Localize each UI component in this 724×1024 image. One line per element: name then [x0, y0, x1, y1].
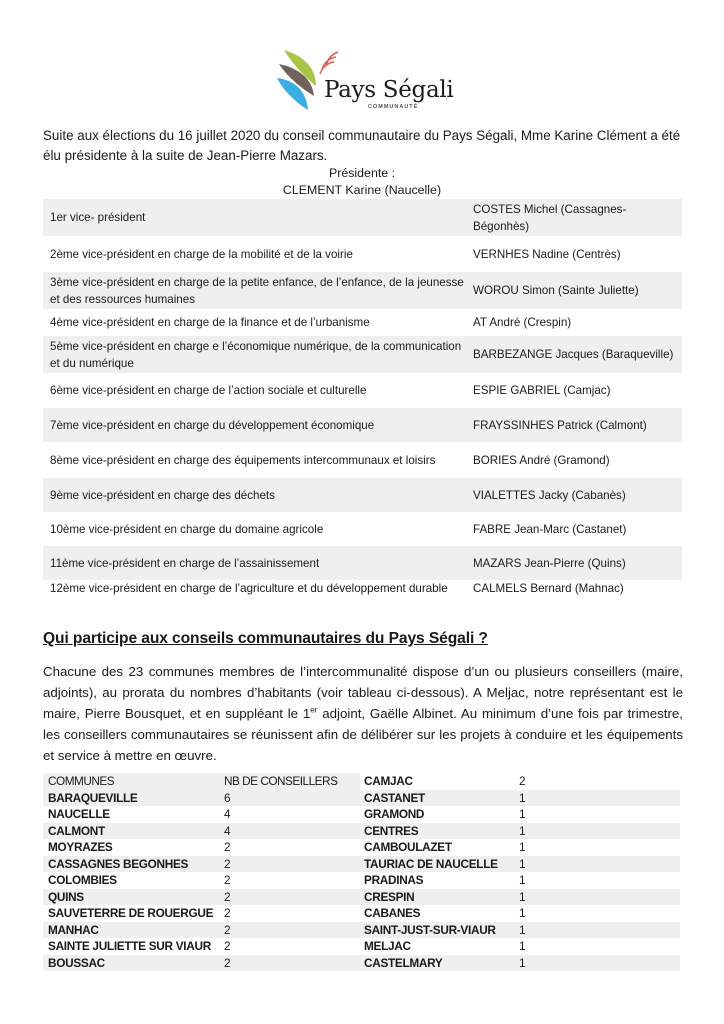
table-row	[43, 922, 680, 939]
paragraph-text-1: Chacune des 23 communes membres de l’intercommunalité dispose d’un ou plusieurs conseillers (maire, adjoints), au prorata du nombres d’habitants (voir tableau ci-dessous). A Meljac, notre représentant est le maire, Pierre Bousquet, et en suppléant le 1	[43, 664, 683, 721]
commune-name: CASTELMARY	[364, 955, 443, 970]
table-header-row	[43, 773, 680, 790]
table-row	[43, 373, 682, 408]
commune-name: CALMONT	[48, 823, 105, 838]
commune-name: MELJAC	[364, 939, 411, 953]
logo-subtitle: COMMUNAUTÉ	[368, 104, 419, 110]
commune-count: 1	[519, 840, 526, 854]
commune-count: 2	[224, 955, 231, 970]
commune-name: CENTRES	[364, 823, 419, 838]
vp-name: FRAYSSINHES Patrick (Calmont)	[473, 418, 647, 432]
vp-role: 8ème vice-président en charge des équipements intercommunaux et loisirs	[50, 453, 436, 467]
commune-count: 1	[519, 939, 526, 953]
commune-name: NAUCELLE	[48, 807, 110, 821]
commune-count: 1	[519, 873, 526, 887]
commune-count: 2	[224, 889, 231, 904]
commune-count: 1	[519, 790, 526, 805]
table-row	[43, 408, 682, 442]
table-row	[43, 856, 680, 873]
vp-name: BARBEZANGE Jacques (Baraqueville)	[473, 348, 674, 361]
section-paragraph	[43, 661, 683, 766]
commune-count: 1	[519, 955, 526, 970]
commune-name: BOUSSAC	[48, 955, 105, 970]
commune-name: QUINS	[48, 889, 84, 904]
vp-role: 5ème vice-président en charge e l’économique numérique, de la communication et du numérique	[50, 339, 462, 370]
table-row	[43, 580, 682, 618]
president-label: Présidente :	[328, 166, 396, 180]
commune-count: 1	[519, 889, 526, 904]
vp-role: 4ème vice-président en charge de la finance et de l’urbanisme	[50, 316, 370, 329]
vp-role: 7ème vice-président en charge du développement économique	[50, 418, 375, 432]
commune-name: BARAQUEVILLE	[48, 790, 138, 805]
commune-count: 1	[519, 807, 526, 821]
vp-role: 11ème vice-président en charge de l’assainissement	[50, 556, 320, 570]
intro-paragraph	[43, 126, 683, 166]
commune-name: GRAMOND	[364, 807, 425, 821]
commune-count: 2	[224, 856, 231, 871]
vp-role: 12ème vice-président en charge de l’agriculture et du développement durable	[50, 582, 448, 595]
paragraph-text-2: adjoint, Gaëlle Albinet. Au minimum d’une fois par trimestre, les conseillers communautaires se réunissent afin de délibérer sur les projets à conduire et les équipements et service à mettre en œuvre.	[43, 706, 683, 763]
commune-name: SAINT-JUST-SUR-VIAUR	[364, 922, 496, 937]
table-row	[43, 336, 682, 373]
intro-line-1: Suite aux élections du 16 juillet 2020 du conseil communautaire du Pays Ségali, Mme Karine Clément a été	[43, 128, 681, 143]
vp-name: AT André (Crespin)	[473, 316, 572, 329]
commune-count: 1	[519, 856, 526, 871]
vp-name: VERNHES Nadine (Centrès)	[473, 247, 621, 261]
table-row	[43, 442, 682, 478]
vp-name: COSTES Michel (Cassagnes-Bégonhès)	[473, 202, 627, 233]
commune-name: TAURIAC DE NAUCELLE	[364, 856, 498, 871]
table-row	[43, 309, 682, 336]
commune-count: 1	[519, 906, 526, 920]
vp-name: MAZARS Jean-Pierre (Quins)	[473, 556, 626, 570]
president-name: CLEMENT Karine (Naucelle)	[282, 183, 442, 197]
commune-name: SAINTE JULIETTE SUR VIAUR	[48, 939, 211, 953]
paragraph-superscript: er	[310, 705, 318, 715]
commune-name: CAMJAC	[364, 774, 413, 788]
commune-count: 2	[224, 939, 231, 953]
commune-name: CASSAGNES BEGONHES	[48, 856, 189, 871]
table-row	[43, 236, 682, 272]
commune-count: 4	[224, 807, 231, 821]
vp-name: BORIES André (Gramond)	[473, 453, 610, 467]
commune-name: SAUVETERRE DE ROUERGUE	[48, 906, 214, 920]
table-row	[43, 889, 680, 906]
table-row	[43, 199, 682, 236]
commune-count: 6	[224, 790, 231, 805]
vp-role: 3ème vice-président en charge de la petite enfance, de l’enfance, de la jeunesse et des ressources humaines	[50, 275, 464, 306]
table-row	[43, 839, 680, 856]
table-row	[43, 955, 680, 972]
commune-name: CASTANET	[364, 790, 425, 805]
commune-count: 1	[519, 823, 526, 838]
commune-name: PRADINAS	[364, 873, 424, 887]
commune-count: 2	[224, 840, 231, 854]
table-row	[43, 872, 680, 889]
vp-role: 1er vice- président	[50, 211, 146, 224]
pays-segali-logo	[276, 48, 454, 114]
vp-role: 10ème vice-président en charge du domaine agricole	[50, 522, 324, 536]
commune-name: MANHAC	[48, 922, 99, 937]
commune-count: 2	[224, 873, 231, 887]
table-row	[43, 546, 682, 580]
vp-name: ESPIE GABRIEL (Camjac)	[473, 384, 611, 397]
intro-line-2: élu présidente à la suite de Jean-Pierre Mazars.	[43, 148, 328, 163]
table-row	[43, 272, 682, 309]
section-heading: Qui participe aux conseils communautaires du Pays Ségali ?	[43, 630, 488, 647]
commune-count: 2	[224, 922, 231, 937]
vp-name: WOROU Simon (Sainte Juliette)	[473, 284, 639, 297]
table-row	[43, 512, 682, 546]
commune-name: CAMBOULAZET	[364, 840, 452, 854]
header-count: NB DE CONSEILLERS	[224, 774, 338, 788]
commune-count: 2	[224, 906, 231, 920]
vp-role: 6ème vice-président en charge de l’action sociale et culturelle	[50, 384, 367, 397]
commune-name: COLOMBIES	[48, 873, 117, 887]
commune-count: 2	[519, 774, 526, 788]
table-row	[43, 806, 680, 823]
vp-role: 2ème vice-président en charge de la mobilité et de la voirie	[50, 247, 353, 261]
commune-count: 4	[224, 823, 231, 838]
vp-name: FABRE Jean-Marc (Castanet)	[473, 522, 627, 536]
commune-count: 1	[519, 922, 526, 937]
logo-name: Pays Ségali	[324, 77, 454, 103]
table-row	[43, 905, 680, 922]
header-communes: COMMUNES	[48, 774, 115, 788]
table-row	[43, 478, 682, 512]
commune-name: CABANES	[364, 906, 421, 920]
table-row	[43, 823, 680, 840]
table-row	[43, 790, 680, 807]
vp-name: CALMELS Bernard (Mahnac)	[473, 582, 624, 595]
vp-role: 9ème vice-président en charge des déchets	[50, 488, 275, 502]
table-row	[43, 938, 680, 955]
commune-name: CRESPIN	[364, 889, 415, 904]
commune-name: MOYRAZES	[48, 840, 113, 854]
vp-name: VIALETTES Jacky (Cabanès)	[473, 488, 626, 502]
